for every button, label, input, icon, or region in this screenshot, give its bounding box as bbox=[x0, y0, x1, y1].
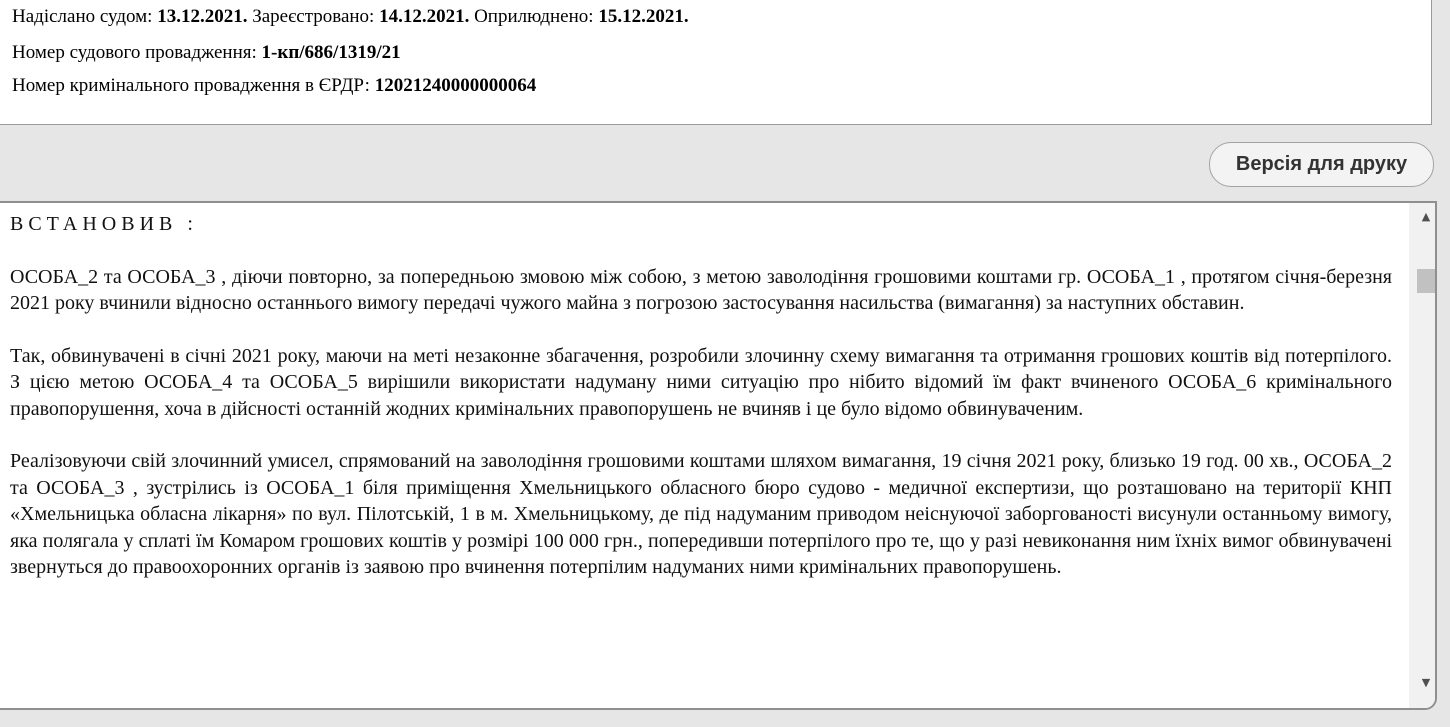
dates-line bbox=[12, 6, 689, 28]
registered-date: 14.12.2021. bbox=[379, 6, 470, 27]
published-date: 15.12.2021. bbox=[598, 6, 689, 27]
court-case-number: 1-кп/686/1319/21 bbox=[261, 42, 401, 63]
document-paragraph: ОСОБА_2 та ОСОБА_3 , діючи повторно, за попередньою змовою між собою, з метою заволодіння грошовими коштами гр. ОСОБА_1 , протягом січня-березня 2021 року вчинили відносно останнього вимогу передачі чужого майна з погрозою застосування насильства (вимагання) за наступних обставин. bbox=[10, 265, 1392, 314]
sent-label: Надіслано судом: bbox=[12, 6, 153, 27]
court-case-label: Номер судового провадження: bbox=[12, 42, 257, 63]
triangle-up-icon[interactable]: ▲ bbox=[1421, 209, 1431, 223]
document-content bbox=[10, 211, 1392, 607]
court-case-line bbox=[12, 42, 401, 64]
page-bottom-strip bbox=[0, 710, 1450, 727]
published-label: Оприлюднено: bbox=[474, 6, 594, 27]
case-info-panel bbox=[0, 0, 1432, 125]
document-heading: ВСТАНОВИВ : bbox=[10, 213, 198, 235]
vertical-scrollbar[interactable] bbox=[1409, 203, 1435, 708]
triangle-down-icon[interactable]: ▼ bbox=[1421, 675, 1431, 689]
criminal-case-label: Номер кримінального провадження в ЄРДР: bbox=[12, 75, 370, 96]
criminal-case-line bbox=[12, 75, 536, 97]
print-version-button[interactable]: Версія для друку bbox=[1209, 142, 1434, 187]
document-text-panel[interactable] bbox=[0, 201, 1437, 710]
criminal-case-number: 12021240000000064 bbox=[374, 75, 537, 96]
document-paragraph: Так, обвинувачені в січні 2021 року, маючи на меті незаконне збагачення, розробили злочинну схему вимагання та отримання грошових коштів від потерпілого. З цією метою ОСОБА_4 та ОСОБА_5 вирішили використати надуману ними ситуацію про нібито відомий їм факт вчиненого ОСОБА_6 кримінального правопорушення, хоча в дійсності останній жодних кримінальних правопорушень не вчиняв і це було відомо обвинуваченим. bbox=[10, 344, 1392, 420]
scrollbar-thumb[interactable] bbox=[1417, 269, 1437, 293]
document-paragraph: Реалізовуючи свій злочинний умисел, спрямований на заволодіння грошовими коштами шляхом вимагання, 19 січня 2021 року, близько 19 год. 00 хв., ОСОБА_2 та ОСОБА_3 , зустрілись із ОСОБА_1 біля приміщення Хмельницького обласного бюро судово - медичної експертизи, що розташовано на території КНП «Хмельницька обласна лікарня» по вул. Пілотській, 1 в м. Хмельницькому, де під надуманим приводом неіснуючої заборгованості висунули останньому вимогу, яка полягала у сплаті їм Комаром грошових коштів у розмірі 100 000 грн., попередивши потерпілого про те, що у разі невиконання ним їхніх вимог обвинувачені звернуться до правоохоронних органів із заявою про вчинення потерпілим надуманих ними кримінальних правопорушень. bbox=[10, 450, 1392, 578]
sent-date: 13.12.2021. bbox=[157, 6, 248, 27]
registered-label: Зареєстровано: bbox=[252, 6, 375, 27]
